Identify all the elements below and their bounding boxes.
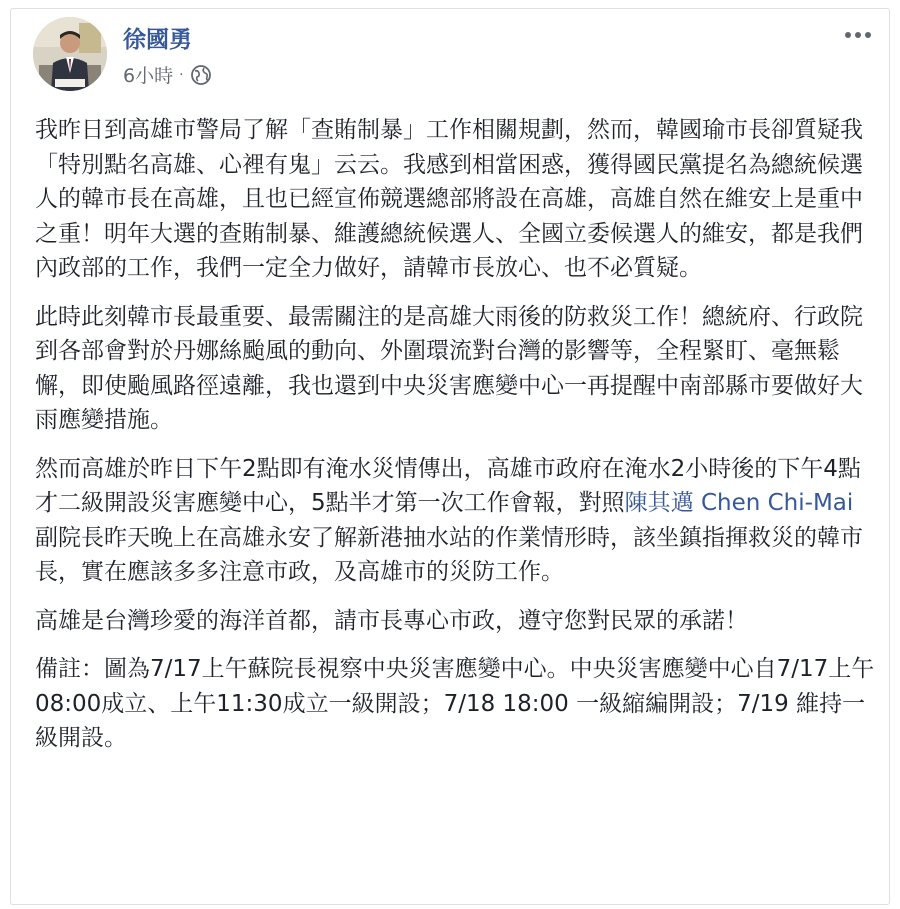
post-timestamp[interactable]: 6小時 — [123, 65, 174, 87]
post-meta — [123, 61, 212, 88]
post-paragraph: 高雄是台灣珍愛的海洋首都，請市長專心市政，遵守您對民眾的承諾！ — [35, 607, 748, 634]
post-paragraph: 我昨日到高雄市警局了解「查賄制暴」工作相關規劃，然而，韓國瑜市長卻質疑我「特別點名高雄、心裡有鬼」云云。我感到相當困惑，獲得國民黨提名為總統候選人的韓市長在高雄，且也已經宣佈競選總部將設在高雄，高雄自然在維安上是重中之重！明年大選的查賄制暴、維護總統候選人、全國立委候選人的維安，都是我們內政部的工作，我們一定全力做好，請韓市長放心、也不必質疑。 — [35, 117, 863, 281]
more-options-icon — [845, 32, 851, 38]
paragraph-text: 然而高雄於昨日下午2點即有淹水災情傳出，高雄市政府在淹水2小時後的下午4點才二級開設災害應變中心，5點半才第一次工作會報，對照 — [35, 455, 861, 516]
mentioned-user-link[interactable]: 陳其邁 Chen Chi-Mai — [624, 490, 854, 516]
avatar-photo — [33, 17, 107, 91]
post-body — [35, 113, 875, 770]
meta-separator: · — [179, 66, 184, 83]
post-note: 備註：圖為7/17上午蘇院長視察中央災害應變中心。中央災害應變中心自7/17上午08:00成立、上午11:30成立一級開設；7/18 18:00 一級縮編開設；7/19 維持一級開設。 — [35, 656, 875, 751]
post-paragraph — [35, 452, 875, 590]
globe-icon[interactable] — [190, 64, 212, 86]
author-name[interactable]: 徐國勇 — [123, 27, 192, 53]
avatar[interactable] — [33, 17, 107, 91]
more-options-button[interactable] — [841, 23, 875, 47]
paragraph-text: 副院長昨天晚上在高雄永安了解新港抽水站的作業情形時，該坐鎮指揮救災的韓市長，實在應該多多注意市政，及高雄市的災防工作。 — [35, 524, 863, 585]
post-card — [10, 8, 890, 905]
post-paragraph: 此時此刻韓市長最重要、最需關注的是高雄大雨後的防救災工作！總統府、行政院到各部會對於丹娜絲颱風的動向、外圍環流對台灣的影響等，全程緊盯、毫無鬆懈，即使颱風路徑遠離，我也還到中央災害應變中心一再提醒中南部縣市要做好大雨應變措施。 — [35, 303, 863, 433]
